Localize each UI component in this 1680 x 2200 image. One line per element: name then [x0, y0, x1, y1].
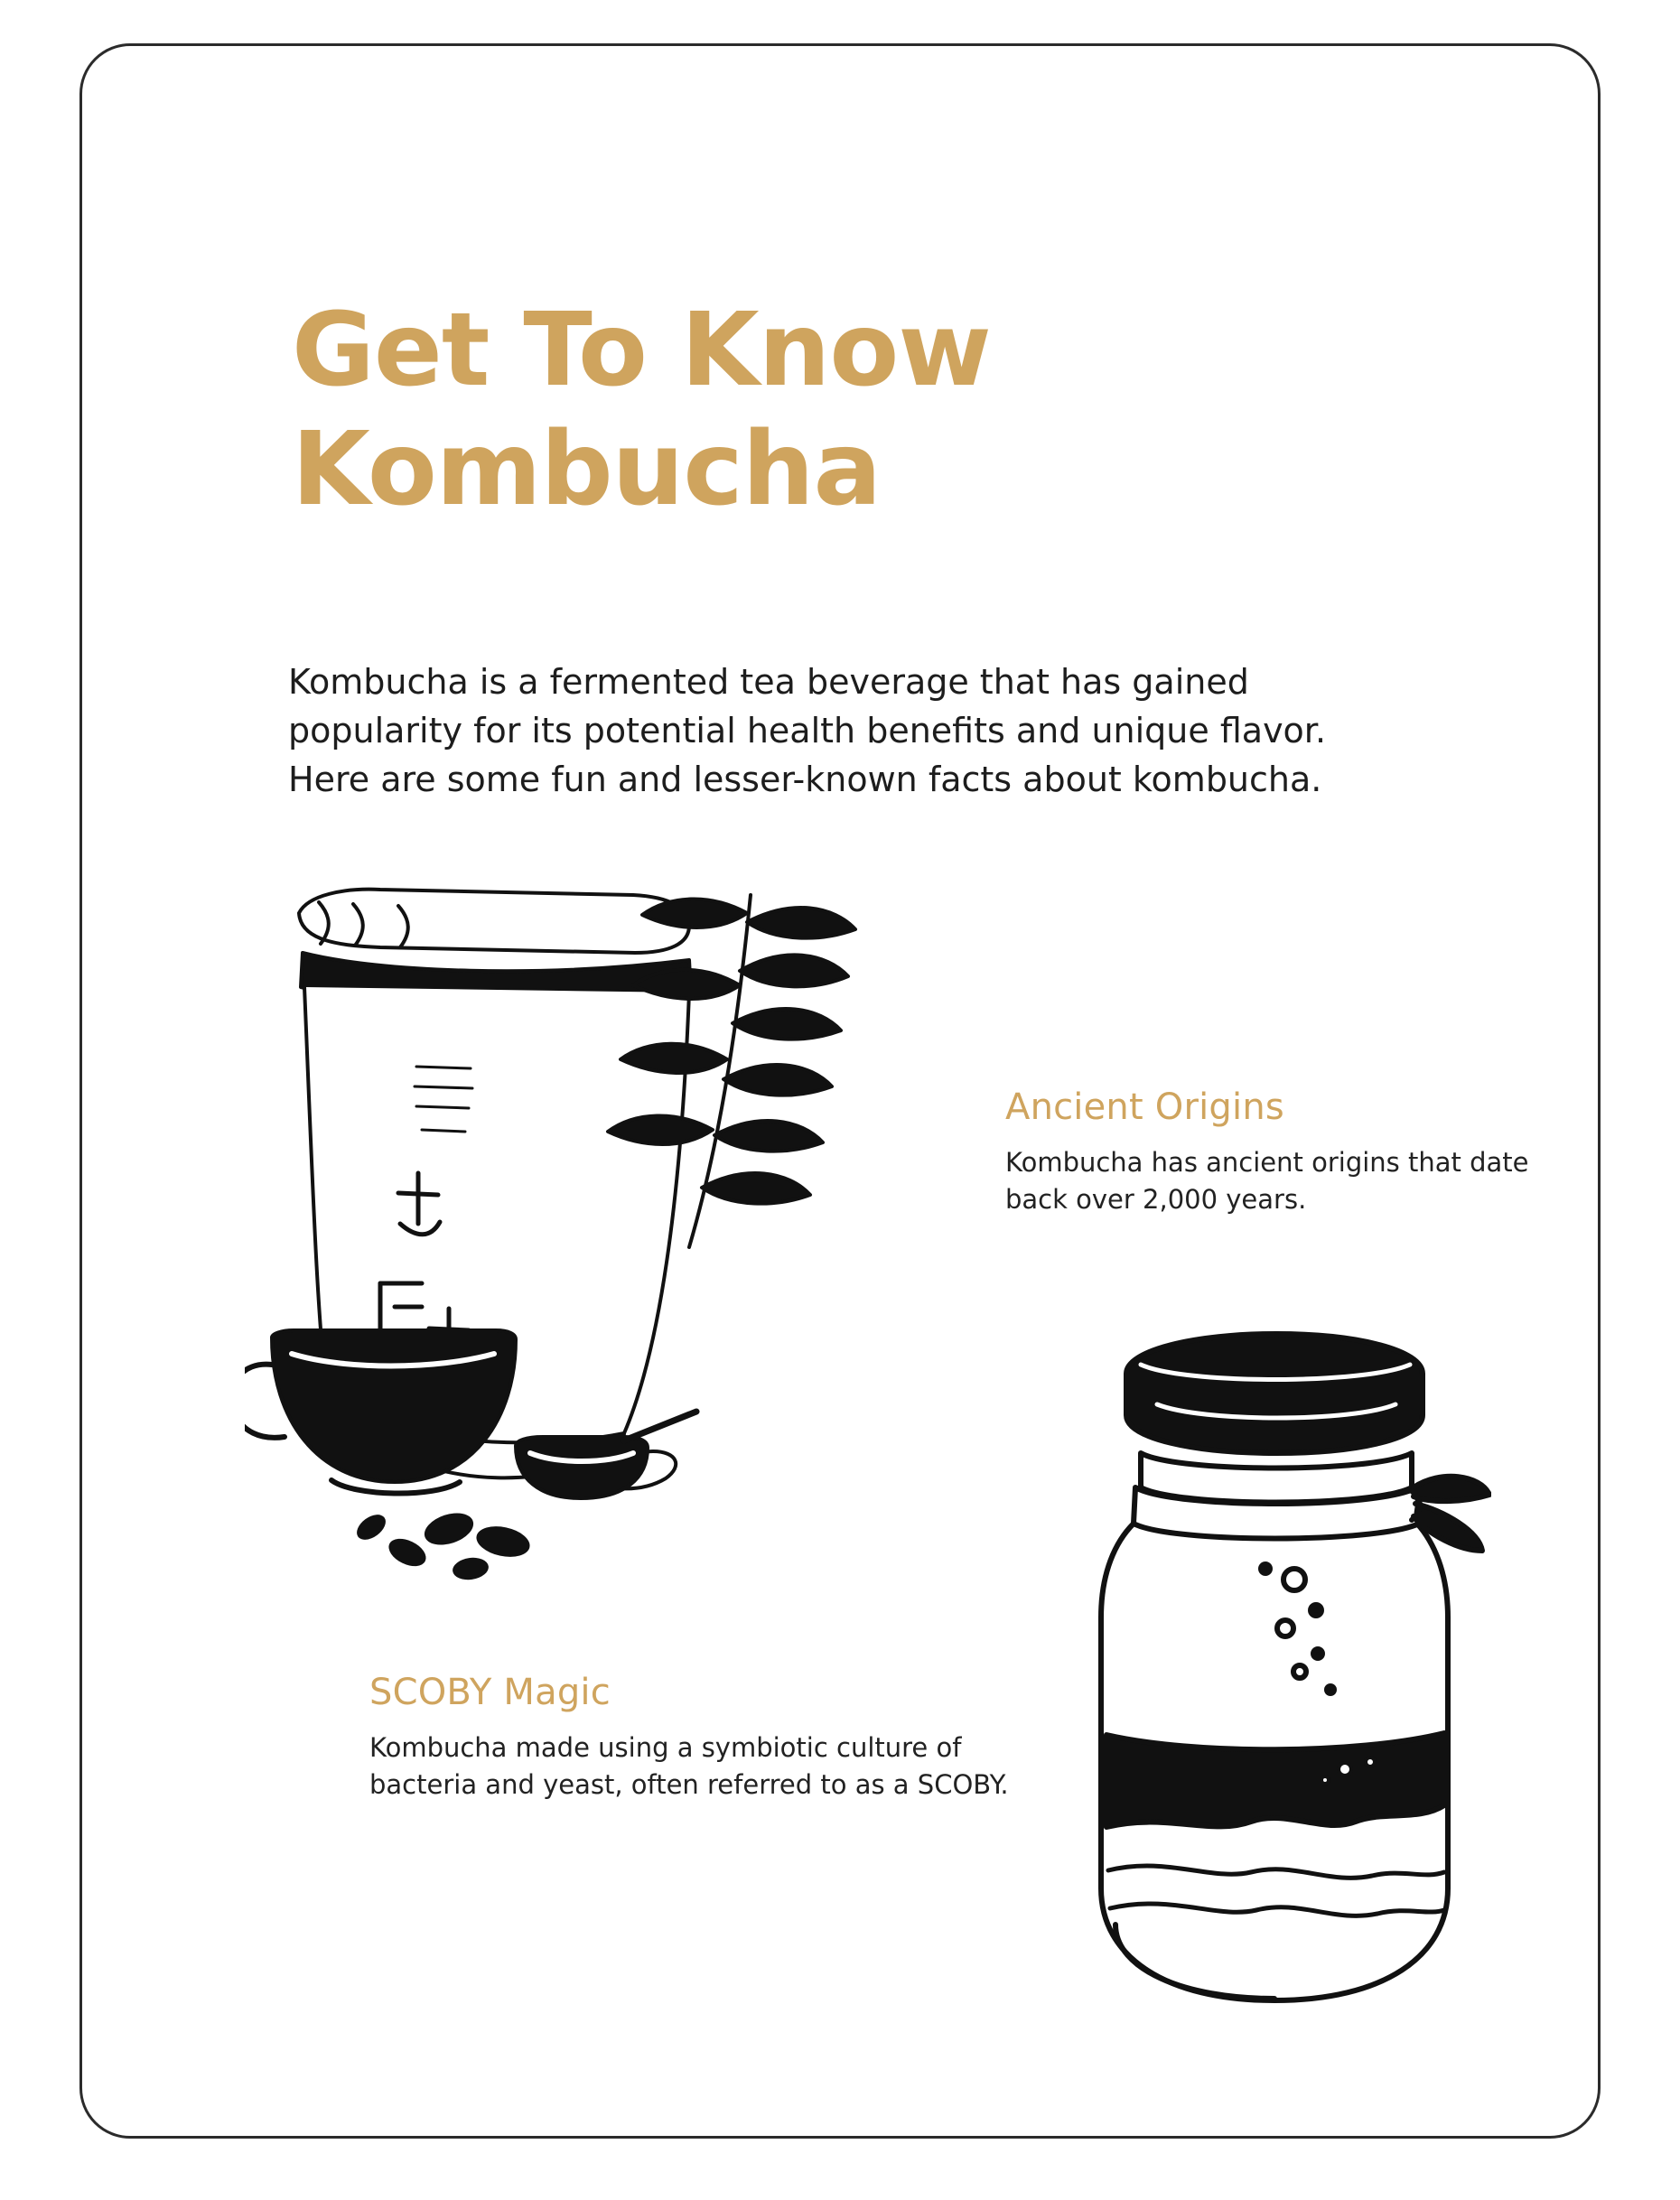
- fact-body: Kombucha has ancient origins that date back over 2,000 years.: [1005, 1147, 1529, 1216]
- intro-paragraph: Kombucha is a fermented tea beverage that has gained popularity for its potential health benefits and unique flavor. Here are some fun and lesser-known facts about kombucha.: [288, 662, 1327, 799]
- fact-block-scoby-magic: [369, 1672, 1020, 1804]
- fact-heading: SCOBY Magic: [369, 1672, 611, 1713]
- poster-card: [79, 43, 1601, 2139]
- mason-jar-icon: [1058, 1310, 1491, 2033]
- page-title: Get To Know Kombucha: [292, 292, 991, 529]
- fact-body: Kombucha made using a symbiotic culture of bacteria and yeast, often referred to as a SCOBY.: [369, 1732, 1009, 1801]
- fact-heading: Ancient Origins: [1005, 1086, 1284, 1128]
- fact-block-ancient-origins: [1005, 1086, 1583, 1218]
- tea-scroll-bowl-icon: [245, 859, 967, 1581]
